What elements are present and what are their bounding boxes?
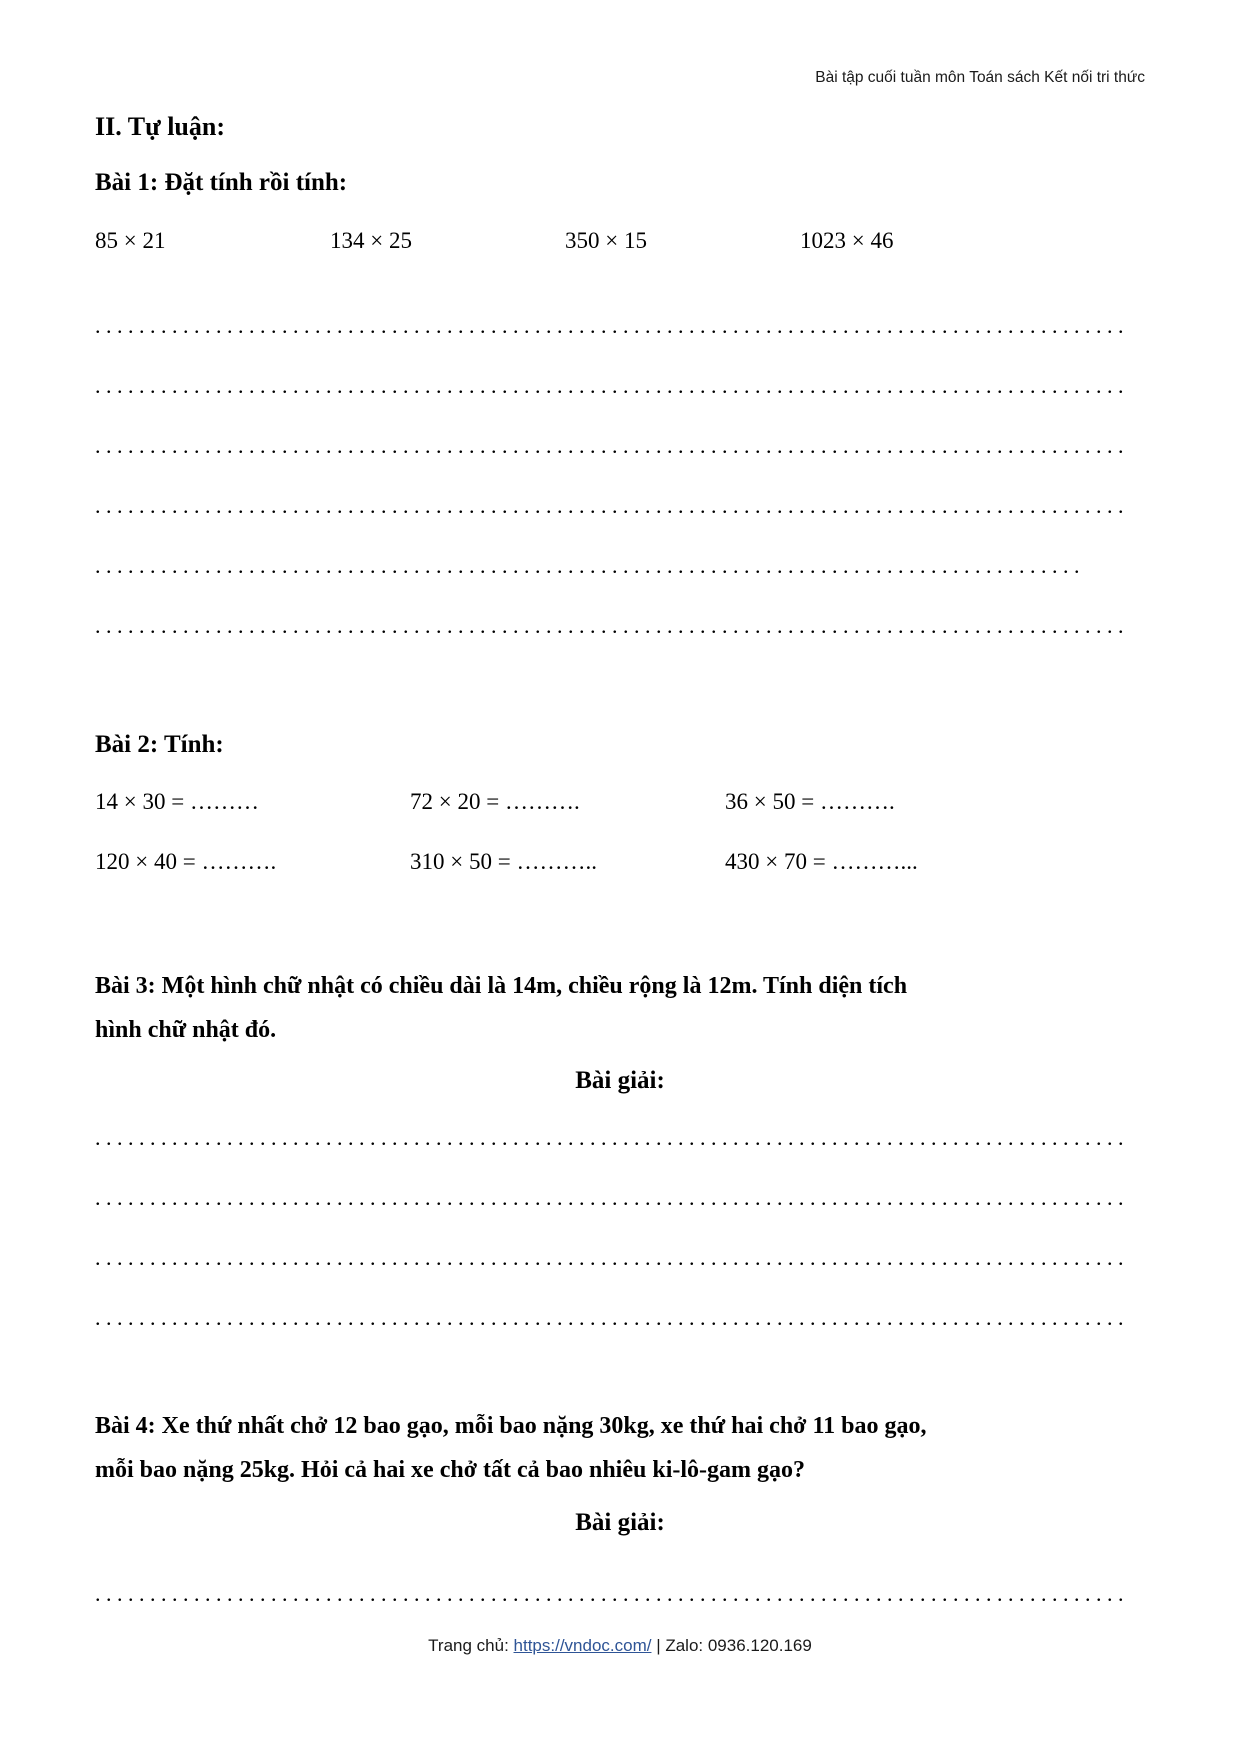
problem4-text [95,1404,1145,1492]
problem3-text-line-2: hình chữ nhật đó. [95,1017,277,1043]
problem1-expression-2: 134 × 25 [330,228,412,253]
problem2-equations [95,784,1145,880]
problem2-equation-1: 14 × 30 = ……… [95,789,259,814]
answer-dotted-line: .............................................................................................. [95,433,1129,458]
problem2-equation-4: 120 × 40 = ………. [95,849,277,874]
problem3-solution-label: Bài giải: [575,1067,665,1094]
header-text: Bài tập cuối tuần môn Toán sách Kết nối tri thức [815,69,1145,86]
problem3-text [95,964,1145,1052]
problem4-solution-label: Bài giải: [575,1509,665,1536]
answer-dotted-line: .............................................................................................. [95,1305,1129,1330]
problem1-title: Bài 1: Đặt tính rồi tính: [95,169,348,196]
problem4-text-line-2: mỗi bao nặng 25kg. Hỏi cả hai xe chở tất cả bao nhiêu ki-lô-gam gạo? [95,1457,806,1483]
problem2-equation-5: 310 × 50 = ……….. [410,849,597,874]
homepage-link[interactable]: https://vndoc.com/ [513,1636,652,1655]
problem2-equation-6: 430 × 70 = ………... [725,849,918,874]
answer-dotted-line: .............................................................................................. [95,373,1129,398]
problem2-equation-3: 36 × 50 = ………. [725,789,895,814]
problem1-expression-3: 350 × 15 [565,228,647,253]
answer-dotted-line: .............................................................................................. [95,493,1129,518]
answer-dotted-line: .............................................................................................. [95,1245,1129,1270]
footer-prefix: Trang chủ: [428,1636,514,1655]
section-title: II. Tự luận: [95,112,226,141]
answer-dotted-line: .......................................................................................... [95,553,1085,578]
answer-dotted-line: .............................................................................................. [95,1185,1129,1210]
page-footer [95,1634,1145,1658]
problem3-answer-lines [95,1108,1145,1348]
answer-dotted-line: .............................................................................................. [95,613,1129,638]
problem1-expression-1: 85 × 21 [95,228,166,253]
problem1-answer-lines [95,296,1145,656]
page-header [95,68,1145,88]
answer-dotted-line: .............................................................................................. [95,1581,1129,1606]
problem1-expression-4: 1023 × 46 [800,228,894,253]
problem2-equation-2: 72 × 20 = ………. [410,789,580,814]
footer-suffix: | Zalo: 0936.120.169 [651,1636,812,1655]
answer-dotted-line: .............................................................................................. [95,313,1129,338]
problem2-title: Bài 2: Tính: [95,731,224,758]
problem1-expressions [95,226,1145,256]
problem4-text-line-1: Bài 4: Xe thứ nhất chở 12 bao gạo, mỗi bao nặng 30kg, xe thứ hai chở 11 bao gạo, [95,1413,927,1439]
answer-dotted-line: .............................................................................................. [95,1125,1129,1150]
problem3-text-line-1: Bài 3: Một hình chữ nhật có chiều dài là 14m, chiều rộng là 12m. Tính diện tích [95,973,908,999]
problem4-answer-lines [95,1564,1145,1624]
